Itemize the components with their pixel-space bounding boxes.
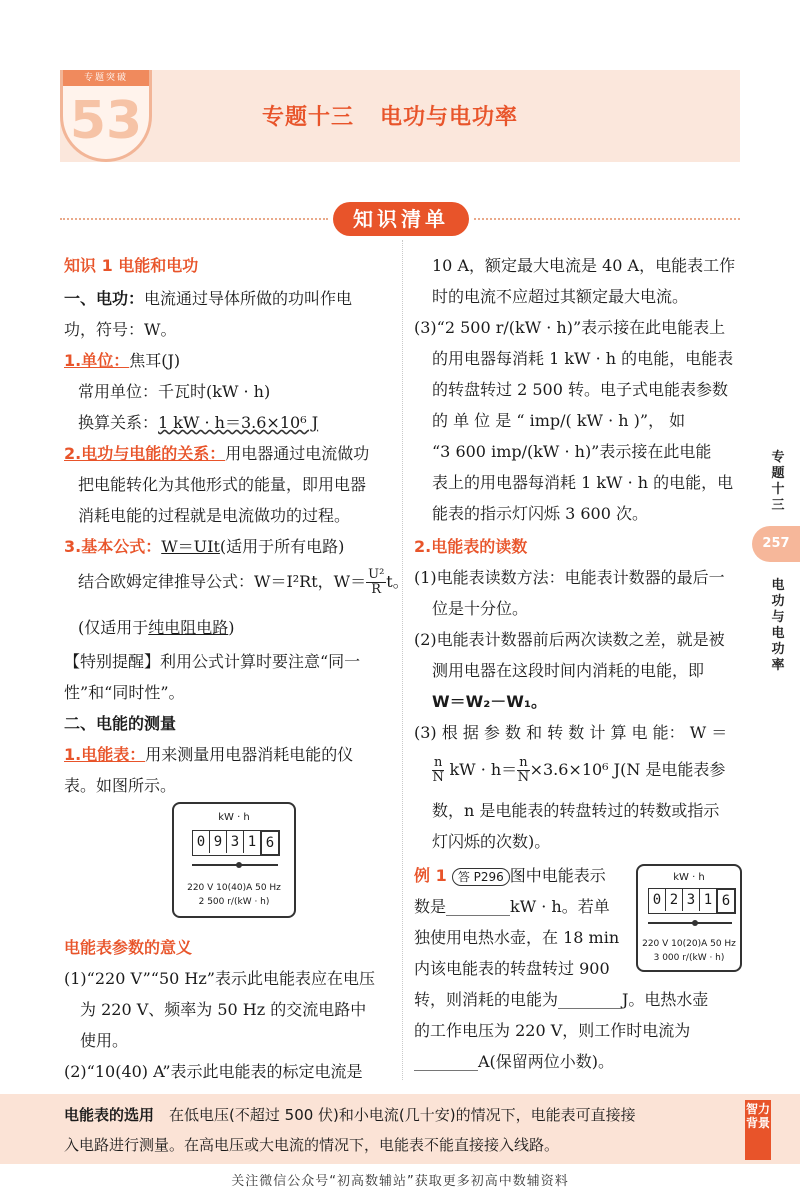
page-number: 257: [752, 526, 800, 562]
text-line: 把电能转化为其他形式的能量，即用电器: [78, 475, 367, 494]
text-line: 测用电器在这段时间内消耗的电能，即: [432, 661, 705, 680]
tip-line: 【特别提醒】利用公式计算时要注意“同一: [64, 652, 361, 671]
example-line: ________A(保留两位小数)。: [414, 1052, 615, 1071]
section-badge: 知识清单: [333, 202, 469, 236]
side-chapter-label: 专题十三: [771, 450, 785, 513]
example-line: 转，则消耗的电能为________J。电热水壶: [414, 990, 709, 1009]
meter-dial: [648, 922, 732, 924]
tip-line: 电能表的选用 在低电压(不超过 500 伏)和小电流(几十安)的情况下，电能表可直接接: [64, 1106, 636, 1124]
answer-page-tag: 答 P296: [452, 868, 510, 886]
text-line: (3)“2 500 r/(kW · h)”表示接在此电能表上: [414, 318, 726, 337]
meter-digit: 9: [210, 831, 227, 853]
page-title: 专题十三 电功与电功率: [262, 105, 518, 130]
divider-left: [60, 218, 328, 220]
example-line: 的工作电压为 220 V，则工作时电流为: [414, 1021, 691, 1040]
text-line: 的 单 位 是 “ imp/( kW · h )”， 如: [432, 411, 686, 430]
meter-spec: 220 V 10(40)A 50 Hz: [187, 883, 281, 893]
tip-line: 性”和“同时性”。: [64, 683, 185, 702]
fraction: $\frac{n}{N}$: [432, 755, 444, 785]
text-line: 灯闪烁的次数)。: [432, 832, 551, 851]
electric-meter-figure: [172, 802, 296, 918]
text-line: 换算关系：1 kW · h＝3.6×10⁶ J: [78, 413, 319, 432]
example-meter-figure: [636, 864, 742, 972]
text-line: 时的电流不应超过其额定最大电流。: [432, 287, 689, 306]
text-line: 使用。: [80, 1031, 129, 1050]
text-line: (1)“220 V”“50 Hz”表示此电能表应在电压: [64, 969, 375, 988]
text-line: (仅适用于纯电阻电路): [78, 618, 235, 637]
example-label: 例 1: [414, 866, 447, 885]
text-line: “3 600 imp/(kW · h)”表示接在此电能: [432, 442, 712, 461]
text-line: 表。如图所示。: [64, 776, 177, 795]
meter-digit: 3: [227, 831, 244, 853]
meter-digits: [192, 830, 280, 856]
meter-dial: [192, 864, 278, 866]
logo-number: 53: [69, 91, 143, 151]
meter-spec: 220 V 10(20)A 50 Hz: [642, 939, 736, 949]
column-divider: [402, 240, 403, 1080]
footer-note: 关注微信公众号“初高数辅站”获取更多初高中数辅资料: [231, 1174, 569, 1189]
meter-digit: 6: [260, 830, 280, 856]
text-line: 位是十分位。: [432, 599, 529, 618]
meter-unit: kW · h: [673, 872, 705, 883]
formula-line: 结合欧姆定律推导公式：W＝I²Rt，W＝ $\frac{\text{U²}}{R}$ t。: [78, 567, 409, 597]
tip-tag: 智力背景: [745, 1100, 771, 1160]
meter-digit: 1: [244, 831, 261, 853]
text-line: 数，n 是电能表的转盘转过的转数或指示: [432, 801, 720, 820]
meter-spec: 2 500 r/(kW · h): [198, 897, 270, 907]
text-line: (3) 根 据 参 数 和 转 数 计 算 电 能： W ＝: [414, 723, 728, 742]
text-line: 1.电能表：用来测量用电器消耗电能的仪: [64, 745, 354, 764]
text-line: 1.单位：焦耳(J): [64, 351, 181, 370]
subheading: 二、电能的测量: [64, 714, 177, 733]
formula-line: W＝W₂－W₁。: [432, 692, 547, 711]
text-line: 的转盘转过 2 500 转。电子式电能表参数: [432, 380, 728, 399]
formula-line: $\frac{n}{N}$ kW · h＝ $\frac{n}{N}$ ×3.6×10⁶ J(N 是电能表参: [432, 755, 726, 785]
text-line: 消耗电能的过程就是电流做功的过程。: [78, 506, 351, 525]
meter-dial-mark: [692, 920, 698, 926]
meter-digit: 0: [649, 889, 666, 911]
side-topic-label: 电功与电功率: [771, 578, 785, 673]
text-line: 10 A，额定最大电流是 40 A，电能表工作: [432, 256, 736, 275]
subheading: 电能表参数的意义: [64, 938, 193, 957]
fraction: $\frac{n}{N}$: [517, 755, 530, 785]
meter-unit: kW · h: [218, 812, 250, 823]
text-line: 功，符号：W。: [64, 320, 177, 339]
fraction: $\frac{\text{U²}}{R}$: [368, 567, 385, 597]
meter-digit: 6: [716, 888, 736, 914]
text-line: 3.基本公式：W＝UIt(适用于所有电路): [64, 537, 345, 556]
text-line: 常用单位：千瓦时(kW · h): [78, 382, 271, 401]
text-line: 的用电器每消耗 1 kW · h 的电能，电能表: [432, 349, 734, 368]
divider-right: [474, 218, 740, 220]
text-line: 为 220 V、频率为 50 Hz 的交流电路中: [80, 1000, 367, 1019]
meter-dial-mark: [236, 862, 242, 868]
meter-digit: 1: [700, 889, 717, 911]
meter-spec: 3 000 r/(kW · h): [653, 953, 725, 963]
text-line: 一、电功：电流通过导体所做的功叫作电: [64, 289, 353, 308]
meter-digits: [648, 888, 736, 914]
example-line: 数是________kW · h。若单: [414, 897, 610, 916]
example-line: 内该电能表的转盘转过 900: [414, 959, 610, 978]
meter-digit: 2: [666, 889, 683, 911]
knowledge-heading: 知识 1 电能和电功: [64, 256, 199, 275]
text-line: (1)电能表读数方法：电能表计数器的最后一: [414, 568, 725, 587]
text-line: (2)电能表计数器前后两次读数之差，就是被: [414, 630, 725, 649]
subheading: 2.电能表的读数: [414, 537, 528, 556]
meter-digit: 0: [193, 831, 210, 853]
tip-line: 入电路进行测量。在高电压或大电流的情况下，电能表不能直接接入线路。: [64, 1136, 560, 1154]
example-line: 独使用电热水壶，在 18 min: [414, 928, 620, 947]
logo-caption: 专题突破: [63, 70, 149, 86]
text-line: 2.电功与电能的关系：用电器通过电流做功: [64, 444, 370, 463]
example-line: 例 1 答 P296 图中电能表示: [414, 866, 606, 885]
series-logo: [60, 70, 152, 162]
text-line: 表上的用电器每消耗 1 kW · h 的电能，电: [432, 473, 734, 492]
meter-digit: 3: [683, 889, 700, 911]
text-line: (2)“10(40) A”表示此电能表的标定电流是: [64, 1062, 363, 1081]
text-line: 能表的指示灯闪烁 3 600 次。: [432, 504, 648, 523]
